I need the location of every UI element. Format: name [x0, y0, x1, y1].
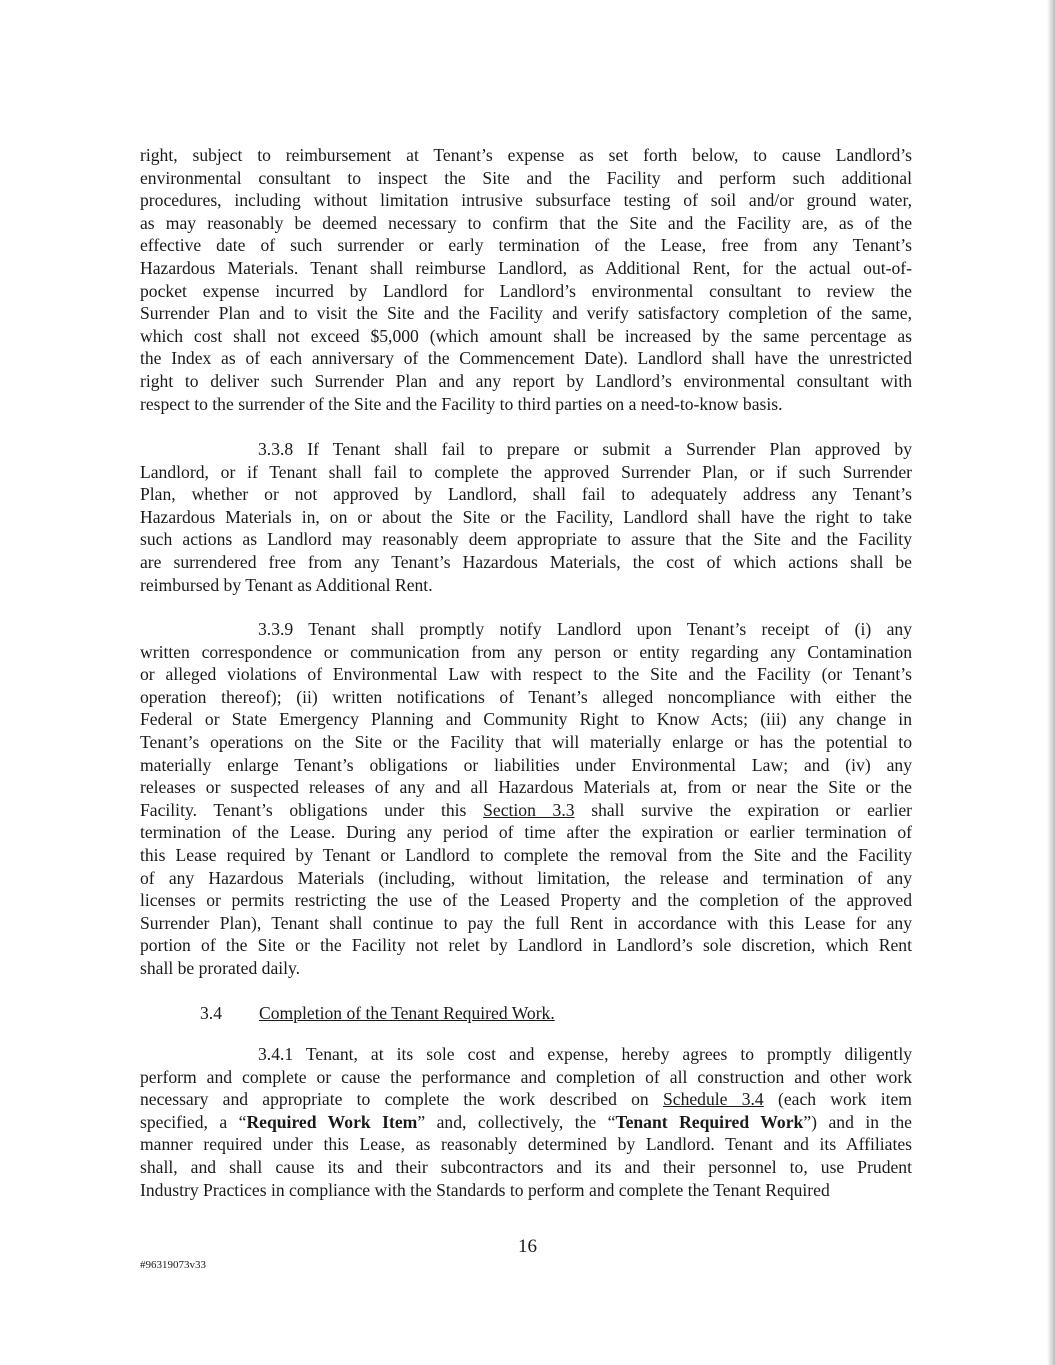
text-line — [140, 438, 912, 461]
paragraph-3-3-9 — [140, 618, 912, 980]
text-segment: Plan, whether or not approved by Landlord, shall fail to adequately address any Tenant’s — [140, 484, 912, 505]
defined-term: Required Work Item — [246, 1111, 418, 1132]
paragraph-3-4-1 — [140, 1043, 912, 1201]
text-line — [140, 1156, 912, 1179]
text-line — [140, 257, 912, 280]
text-segment: or alleged violations of Environmental Law with respect to the Site and the Facility (or Tenant’s — [140, 664, 912, 685]
text-segment: are surrendered free from any Tenant’s Hazardous Materials, the cost of which actions shall be — [140, 551, 912, 572]
section-title: Completion of the Tenant Required Work. — [259, 1003, 555, 1023]
text-segment: effective date of such surrender or early termination of the Lease, free from any Tenant’s — [140, 235, 912, 256]
text-line — [140, 370, 912, 393]
text-line — [140, 393, 912, 416]
text-line — [140, 1179, 912, 1202]
text-segment: this Lease required by Tenant or Landlord to complete the removal from the Site and the Facility — [140, 844, 912, 865]
text-segment: reimbursed by Tenant as Additional Rent. — [140, 574, 433, 595]
text-segment: licenses or permits restricting the use of the Leased Property and the completion of the approved — [140, 890, 912, 911]
text-line — [140, 574, 912, 597]
text-segment: written correspondence or communication from any person or entity regarding any Contamination — [140, 641, 912, 662]
text-segment: ”) and in the — [803, 1111, 912, 1132]
text-segment: shall be prorated daily. — [140, 957, 301, 978]
text-segment: Federal or State Emergency Planning and Community Right to Know Acts; (iii) any change in — [140, 709, 912, 730]
text-segment: which cost shall not exceed $5,000 (which amount shall be increased by the same percentage as — [140, 325, 912, 346]
text-segment: materially enlarge Tenant’s obligations or liabilities under Environmental Law; and (iv) any — [140, 754, 912, 775]
text-line — [140, 957, 912, 980]
text-segment: Hazardous Materials. Tenant shall reimburse Landlord, as Additional Rent, for the actual out-of- — [140, 257, 912, 278]
text-segment: necessary and appropriate to complete the work described on — [140, 1089, 663, 1110]
text-segment: Facility. Tenant’s obligations under this — [140, 799, 484, 820]
text-line — [140, 641, 912, 664]
text-segment: shall survive the expiration or earlier — [574, 799, 913, 820]
text-line — [140, 867, 912, 890]
text-line — [140, 754, 912, 777]
text-segment: procedures, including without limitation intrusive subsurface testing of soil and/or ground water, — [140, 190, 912, 211]
text-segment: Hazardous Materials in, on or about the Site or the Facility, Landlord shall have the right to take — [140, 506, 912, 527]
scan-edge — [1047, 0, 1055, 1365]
text-line — [140, 189, 912, 212]
text-line — [140, 483, 912, 506]
text-line — [140, 821, 912, 844]
page-number: 16 — [518, 1236, 537, 1257]
text-line — [140, 889, 912, 912]
text-line — [140, 506, 912, 529]
text-line — [140, 551, 912, 574]
text-segment: releases or suspected releases of any and all Hazardous Materials at, from or near the Site or the — [140, 777, 912, 798]
text-line — [140, 934, 912, 957]
text-line — [140, 618, 912, 641]
text-segment: Industry Practices in compliance with the Standards to perform and complete the Tenant Required — [140, 1179, 830, 1200]
section-number: 3.4 — [200, 1003, 222, 1023]
text-line — [140, 234, 912, 257]
document-id: #96319073v33 — [140, 1259, 206, 1271]
text-segment: 3.4.1 Tenant, at its sole cost and expense, hereby agrees to promptly diligently — [258, 1044, 912, 1064]
text-segment: portion of the Site or the Facility not relet by Landlord in Landlord’s sole discretion, which Rent — [140, 935, 912, 956]
text-line — [140, 1133, 912, 1156]
text-line — [140, 528, 912, 551]
text-line — [140, 167, 912, 190]
text-segment: respect to the surrender of the Site and the Facility to third parties on a need-to-know basis. — [140, 393, 783, 414]
text-line — [140, 1088, 912, 1111]
text-line — [140, 912, 912, 935]
text-segment: shall, and shall cause its and their subcontractors and its and their personnel to, use Prudent — [140, 1156, 912, 1177]
text-segment: manner required under this Lease, as reasonably determined by Landlord. Tenant and its Affiliates — [140, 1134, 912, 1155]
cross-reference: Section 3.3 — [483, 799, 575, 820]
text-line — [140, 325, 912, 348]
text-segment: (each work item — [763, 1089, 912, 1110]
paragraph-env-consultant — [140, 144, 912, 415]
text-segment: right, subject to reimbursement at Tenant’s expense as set forth below, to cause Landlord’s — [140, 145, 912, 165]
text-segment: pocket expense incurred by Landlord for Landlord’s environmental consultant to review the — [140, 280, 912, 301]
text-line — [140, 731, 912, 754]
text-segment: perform and complete or cause the performance and completion of all construction and other work — [140, 1066, 912, 1087]
text-line — [140, 461, 912, 484]
text-line — [140, 302, 912, 325]
text-line — [140, 347, 912, 370]
text-line — [140, 1043, 912, 1066]
text-line — [140, 844, 912, 867]
text-segment: Surrender Plan), Tenant shall continue to pay the full Rent in accordance with this Lease for any — [140, 912, 912, 933]
text-segment: termination of the Lease. During any period of time after the expiration or earlier termination of — [140, 822, 912, 843]
text-line — [140, 144, 912, 167]
text-line — [140, 686, 912, 709]
text-segment: the Index as of each anniversary of the Commencement Date). Landlord shall have the unrestricted — [140, 348, 912, 369]
section-heading-3-4 — [200, 1002, 555, 1025]
cross-reference: Schedule 3.4 — [662, 1089, 764, 1110]
text-line — [140, 1066, 912, 1089]
text-segment: right to deliver such Surrender Plan and any report by Landlord’s environmental consultant with — [140, 370, 912, 391]
paragraph-3-3-8 — [140, 438, 912, 596]
text-segment: 3.3.9 Tenant shall promptly notify Landlord upon Tenant’s receipt of (i) any — [258, 619, 912, 639]
text-segment: Tenant’s operations on the Site or the Facility that will materially enlarge or has the potential to — [140, 731, 912, 752]
text-line — [140, 708, 912, 731]
text-segment: 3.3.8 If Tenant shall fail to prepare or submit a Surrender Plan approved by — [258, 439, 912, 459]
text-line — [140, 1111, 912, 1134]
defined-term: Tenant Required Work — [615, 1111, 804, 1132]
text-segment: operation thereof); (ii) written notifications of Tenant’s alleged noncompliance with either the — [140, 686, 912, 707]
text-segment: Landlord, or if Tenant shall fail to complete the approved Surrender Plan, or if such Surrender — [140, 461, 912, 482]
text-segment: such actions as Landlord may reasonably deem appropriate to assure that the Site and the Facility — [140, 529, 912, 550]
text-line — [140, 212, 912, 235]
text-segment: specified, a “ — [140, 1111, 247, 1132]
text-segment: environmental consultant to inspect the Site and the Facility and perform such additional — [140, 167, 912, 188]
text-line — [140, 280, 912, 303]
text-line — [140, 663, 912, 686]
text-segment: ” and, collectively, the “ — [417, 1111, 616, 1132]
text-line — [140, 799, 912, 822]
text-line — [140, 776, 912, 799]
text-segment: of any Hazardous Materials (including, without limitation, the release and termination of any — [140, 867, 912, 888]
text-segment: Surrender Plan and to visit the Site and the Facility and verify satisfactory completion of the same, — [140, 303, 912, 324]
text-segment: as may reasonably be deemed necessary to confirm that the Site and the Facility are, as of the — [140, 212, 912, 233]
